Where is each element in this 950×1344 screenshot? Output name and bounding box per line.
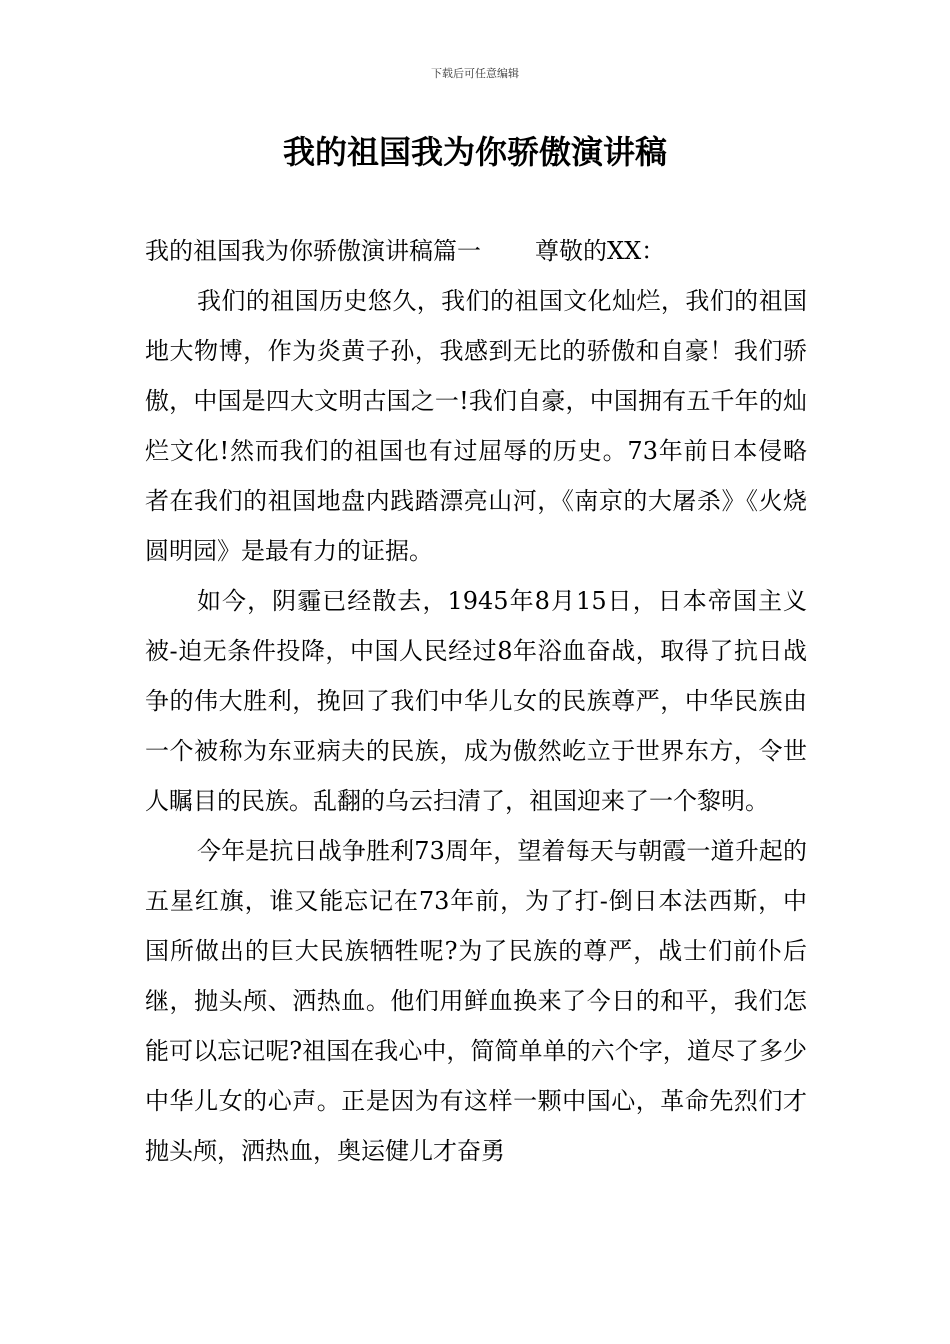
paragraph-3: 今年是抗日战争胜利73周年，望着每天与朝霞一道升起的五星红旗，谁又能忘记在73年前，为了打-倒日本法西斯，中国所做出的巨大民族牺牲呢?为了民族的尊严，战士们前仆后继，抛头颅、洒热血。他们用鲜血换来了今日的和平，我们怎能可以忘记呢?祖国在我心中，简简单单的六个字，道尽了多少中华儿女的心声。正是因为有这样一颗中国心，革命先烈们才抛头颅，洒热血，奥运健儿才奋勇 [145, 837, 807, 1165]
paragraph-2: 如今，阴霾已经散去，1945年8月15日，日本帝国主义被-迫无条件投降，中国人民经过8年浴血奋战，取得了抗日战争的伟大胜利，挽回了我们中华儿女的民族尊严，中华民族由一个被称为东亚病夫的民族，成为傲然屹立于世界东方，令世人瞩目的民族。乱翻的乌云扫清了，祖国迎来了一个黎明。 [145, 587, 807, 815]
intro-line [145, 226, 807, 276]
section-heading: 我的祖国我为你骄傲演讲稿篇一 [145, 237, 481, 265]
paragraph-1: 我们的祖国历史悠久，我们的祖国文化灿烂，我们的祖国地大物博，作为炎黄子孙，我感到无比的骄傲和自豪！我们骄傲，中国是四大文明古国之一!我们自豪，中国拥有五千年的灿烂文化!然而我们的祖国也有过屈辱的历史。73年前日本侵略者在我们的祖国地盘内践踏漂亮山河，《南京的大屠杀》《火烧圆明园》是最有力的证据。 [145, 287, 807, 565]
header-note: 下载后可任意编辑 [431, 67, 519, 80]
greeting: 尊敬的XX： [535, 237, 666, 265]
document-body [145, 226, 807, 1176]
document-title: 我的祖国我为你骄傲演讲稿 [282, 133, 667, 171]
